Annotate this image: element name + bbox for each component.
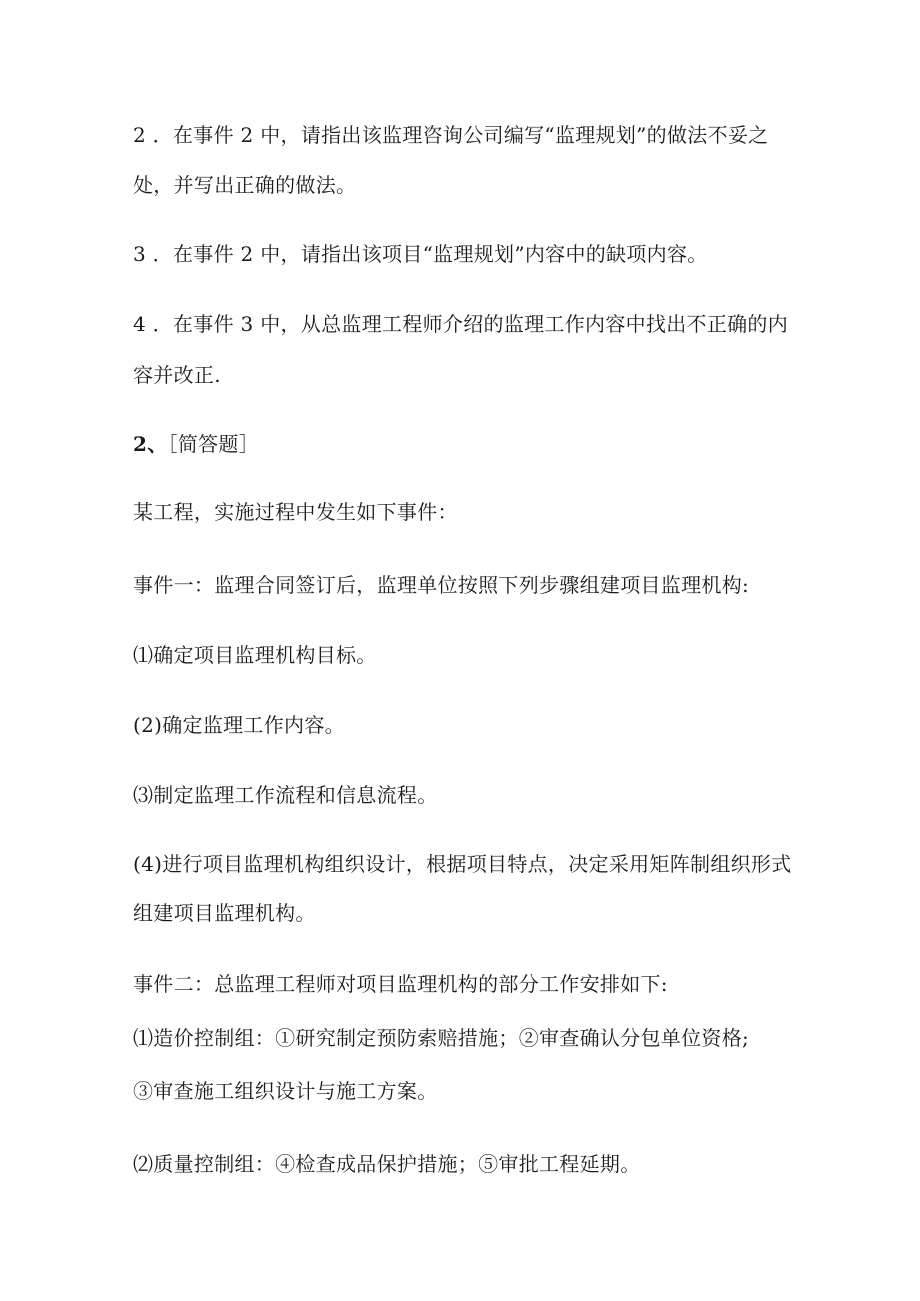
event-1-step-4-line-1: (4)进行项目监理机构组织设计，根据项目特点，决定采用矩阵制组织形式 — [133, 852, 792, 876]
event-1-step-3: ⑶制定监理工作流程和信息流程。 — [133, 783, 438, 807]
event-2-cost-group-line-2: ③审查施工组织设计与施工方案。 — [133, 1079, 438, 1103]
question-4-line-1: 4 ．在事件 3 中，从总监理工程师介绍的监理工作内容中找出不正确的内 — [133, 312, 789, 336]
question-heading — [133, 430, 259, 458]
question-2-line-2: 处，并写出正确的做法。 — [133, 173, 357, 197]
question-3-line: 3 ．在事件 2 中，请指出该项目“监理规划”内容中的缺项内容。 — [133, 242, 708, 266]
event-2-cost-group-line-1: ⑴造价控制组：①研究制定预防索赔措施；②审查确认分包单位资格; — [133, 1026, 750, 1050]
event-1-step-2: (2)确定监理工作内容。 — [133, 713, 345, 737]
event-2-intro: 事件二：总监理工程师对项目监理机构的部分工作安排如下: — [133, 972, 668, 996]
question-number: 2、 — [133, 432, 168, 456]
event-1-step-4-line-2: 组建项目监理机构。 — [133, 901, 316, 925]
case-intro: 某工程，实施过程中发生如下事件： — [133, 500, 458, 524]
event-1-step-1: ⑴确定项目监理机构目标。 — [133, 643, 377, 667]
question-4-line-2: 容并改正. — [133, 363, 221, 387]
event-2-quality-group: ⑵质量控制组：④检查成品保护措施；⑤审批工程延期。 — [133, 1152, 641, 1176]
event-1-intro: 事件一：监理合同签订后，监理单位按照下列步骤组建项目监理机构: — [133, 573, 750, 597]
question-type: ［简答题］ — [167, 432, 260, 456]
question-2-line-1: 2 ．在事件 2 中，请指出该监理咨询公司编写“监理规划”的做法不妥之 — [133, 123, 769, 147]
